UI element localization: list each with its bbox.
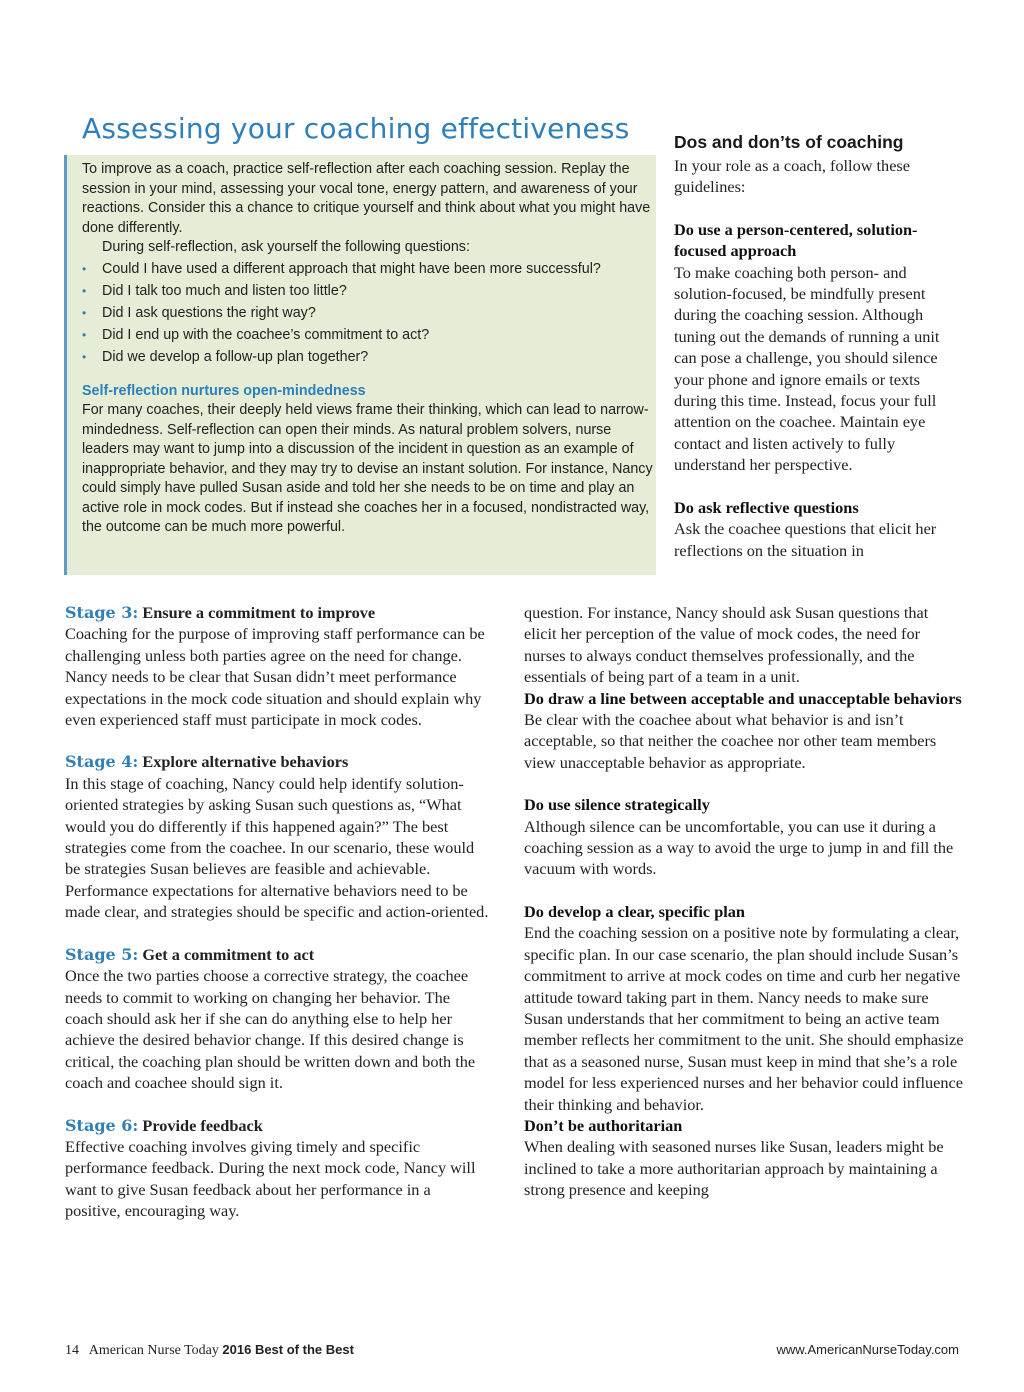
dos-heading: Do draw a line between acceptable and unacceptable behaviors: [524, 688, 962, 708]
sidebar-subhead: Self-reflection nurtures open-mindedness: [82, 382, 366, 399]
dos-column-top: [674, 155, 964, 561]
dos-body: Be clear with the coachee about what behavior is and isn’t acceptable, so that neither the coachee nor other team members view unacceptable behavior as appropriate.: [524, 710, 937, 772]
stage-heading: [65, 1115, 490, 1136]
publication-name: American Nurse Today: [88, 1343, 219, 1358]
stages-column: [65, 602, 490, 1222]
stage-body: In this stage of coaching, Nancy could help identify solution-oriented strategies by asking Susan such questions as, “What would you do differently if this happened again?” The best strategies come from the coachee. In our scenario, these would be strategies Susan believes are feasible and achievable. Performance expectations for alternative behaviors need to be made clear, and strategies should be specific and action-oriented.: [65, 773, 489, 922]
question-item: • Did we develop a follow-up plan together?: [82, 348, 654, 368]
stage-title: Explore alternative behaviors: [142, 752, 349, 772]
dos-heading: Do use silence strategically: [524, 795, 710, 815]
stage-title: Ensure a commitment to improve: [142, 603, 376, 622]
sidebar-content: [82, 160, 654, 538]
stage-label: Stage 3:: [65, 603, 139, 622]
stage-heading: [65, 944, 490, 965]
stage-body: Effective coaching involves giving timely and specific performance feedback. During the next mock code, Nancy will want to give Susan feedback about her performance in a positive, encouraging way.: [65, 1136, 476, 1221]
sidebar-questions-intro: During self-reflection, ask yourself the following questions:: [102, 239, 470, 255]
footer-left: [65, 1342, 354, 1359]
stage-body: Coaching for the purpose of improving staff performance can be challenging unless both parties agree on the need for change. Nancy needs to be clear that Susan didn’t meet performance expectations in the mock code situation and should explain why even experienced staff must participate in mock codes.: [65, 624, 485, 730]
issue-name: 2016 Best of the Best: [222, 1342, 354, 1357]
stage-title: Provide feedback: [142, 1115, 263, 1135]
website-url: www.AmericanNurseToday.com: [776, 1342, 959, 1357]
stage-heading: [65, 751, 490, 772]
dos-column-bottom: [524, 602, 964, 1201]
dos-body-continued: question. For instance, Nancy should ask Susan questions that elicit her perception of the value of mock codes, the need for nurses to always conduct themselves professionally, and the essentials of being part of a team in a unit.: [524, 603, 929, 687]
dos-body: Although silence can be uncomfortable, you can use it during a coaching session as a way to avoid the urge to jump in and fill the vacuum with words.: [524, 816, 954, 879]
dos-title: Dos and don’ts of coaching: [674, 132, 904, 152]
stage-heading: [65, 602, 490, 623]
dos-body: When dealing with seasoned nurses like Susan, leaders might be inclined to take a more authoritarian approach by maintaining a strong presence and keeping: [524, 1137, 944, 1200]
stage-label: Stage 4:: [65, 752, 139, 772]
stage-label: Stage 6:: [65, 1115, 139, 1135]
dos-heading: Do ask reflective questions: [674, 497, 859, 517]
sidebar-title: Assessing your coaching effectiveness: [82, 112, 630, 145]
question-item: • Did I ask questions the right way?: [82, 304, 654, 324]
dos-intro: In your role as a coach, follow these guidelines:: [674, 156, 910, 197]
question-item: • Did I end up with the coachee’s commitment to act?: [82, 326, 654, 346]
dos-body: To make coaching both person- and solution-focused, be mindfully present during the coaching session. Although tuning out the demands of running a unit can pose a challenge, you should silence your phone and ignore emails or texts during this time. Instead, focus your full attention on the coachee. Maintain eye contact and listen actively to fully understand her perspective.: [674, 262, 940, 475]
stage-label: Stage 5:: [65, 944, 139, 964]
dos-heading: Do develop a clear, specific plan: [524, 901, 745, 921]
dos-heading: Don’t be authoritarian: [524, 1115, 683, 1135]
question-list: [82, 260, 654, 368]
page-number: 14: [65, 1343, 79, 1358]
question-item: • Could I have used a different approach that might have been more successful?: [82, 260, 654, 280]
question-item: • Did I talk too much and listen too little?: [82, 282, 654, 302]
dos-heading: Do use a person-centered, solution-focused approach: [674, 219, 918, 261]
dos-body: End the coaching session on a positive note by formulating a clear, specific plan. In our case scenario, the plan should include Susan’s commitment to arrive at mock codes on time and curb her negative attitude toward taking part in them. Nancy needs to make sure Susan understands that her commitment to being an active team member reflects her commitment to the unit. She should emphasize that as a seasoned nurse, Susan must keep in mind that she’s a role model for less experienced nurses and her behavior could influence their thinking and behavior.: [524, 923, 964, 1114]
dos-body: Ask the coachee questions that elicit her reflections on the situation in: [674, 519, 937, 560]
sidebar-intro: To improve as a coach, practice self-reflection after each coaching session. Replay the session in your mind, assessing your vocal tone, energy pattern, and awareness of your reactions. Consider this a chance to critique yourself and think about what you might have done differently.: [82, 161, 651, 236]
stage-title: Get a commitment to act: [142, 944, 315, 964]
stage-body: Once the two parties choose a corrective strategy, the coachee needs to commit to working on changing her behavior. The coach should ask her if she can do anything else to help her achieve the desired behavior change. If this desired change is critical, the coaching plan should be written down and both the coach and coachee should sign it.: [65, 966, 476, 1093]
sidebar-subhead-body: For many coaches, their deeply held views frame their thinking, which can lead to narrow-mindedness. Self-reflection can open their minds. As natural problem solvers, nurse leaders may want to jump into a discussion of the incident in question as an example of inappropriate behavior, and they may try to devise an instant solution. For instance, Nancy could simply have pulled Susan aside and told her she needs to be on time and play an active role in mock codes. But if instead she coaches her in a focused, nondistracted way, the outcome can be much more powerful.: [82, 402, 653, 535]
